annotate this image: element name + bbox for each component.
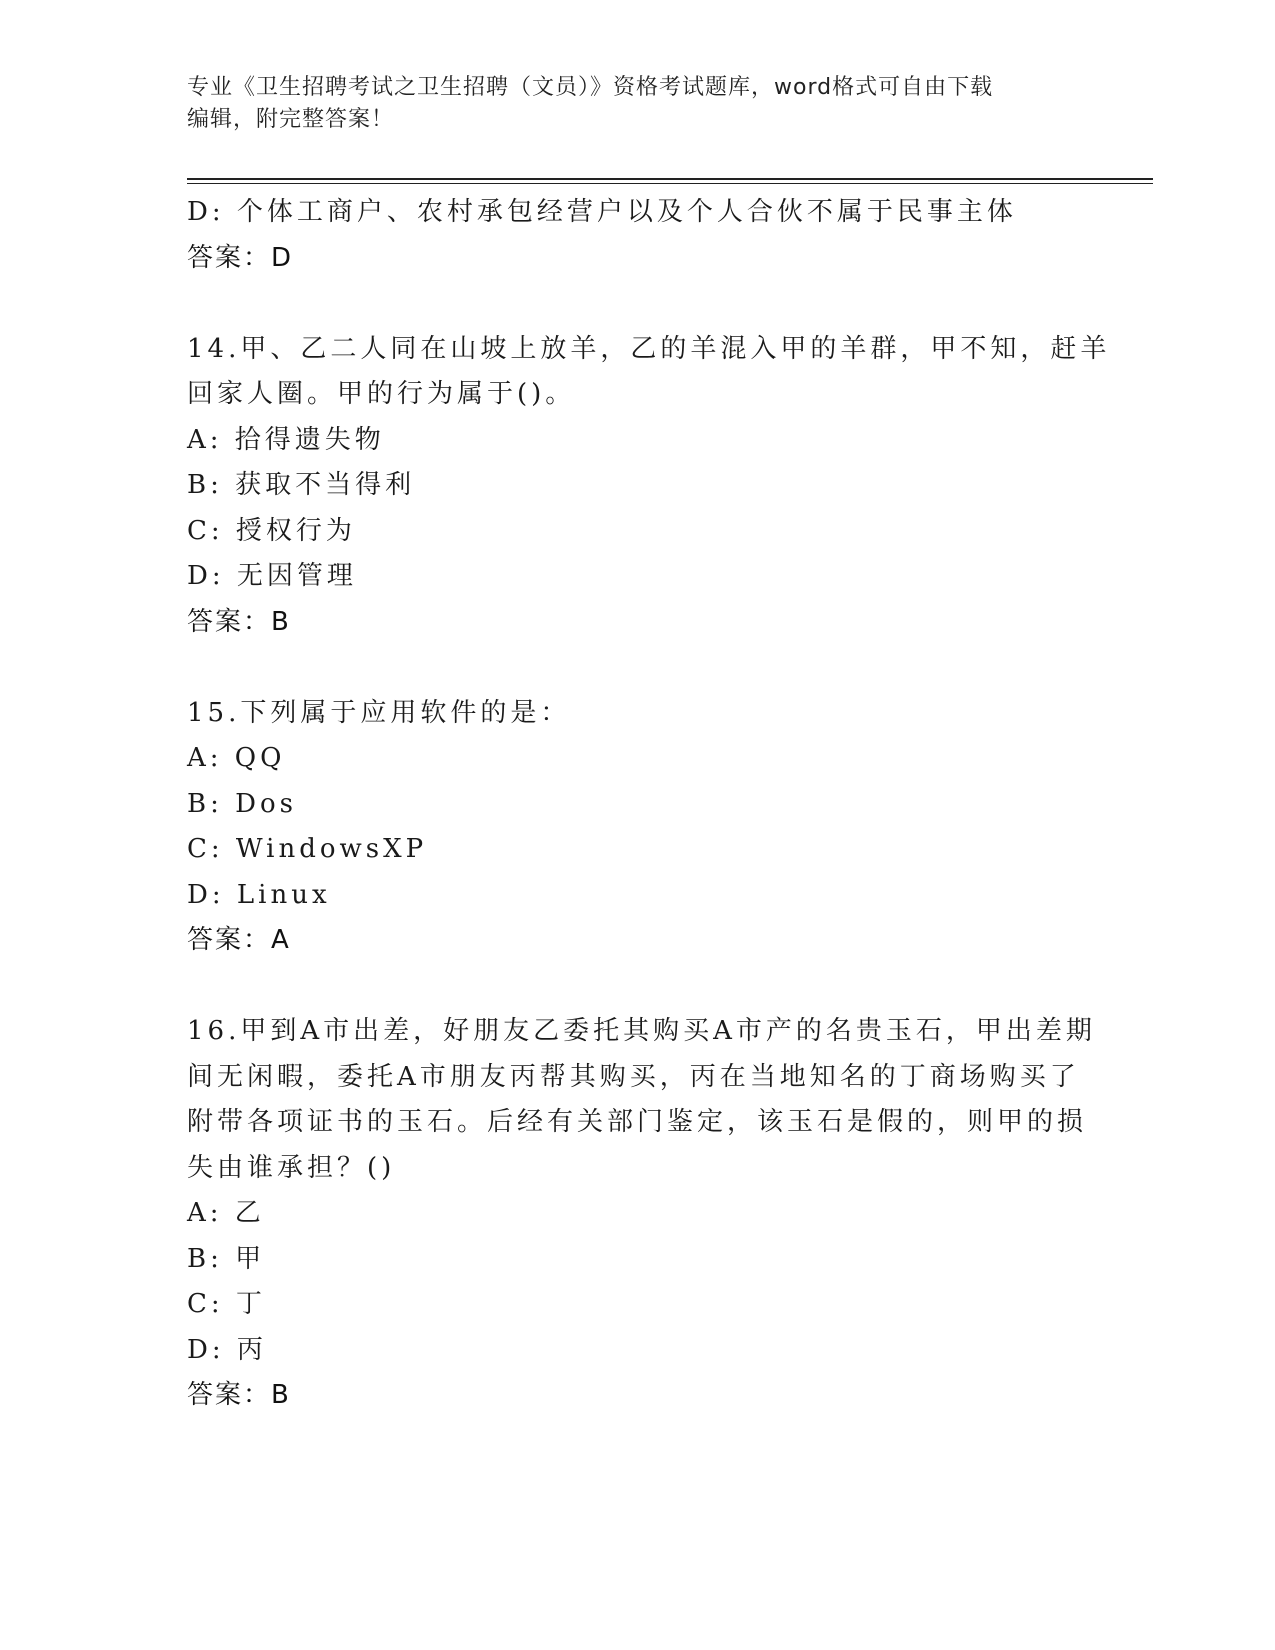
question-stem: 间无闲暇，委托A市朋友丙帮其购买，丙在当地知名的丁商场购买了: [187, 1061, 1080, 1092]
option-d: D: 无因管理: [187, 561, 357, 591]
answer-line: 答案：B: [187, 1380, 291, 1410]
option-a: A: QQ: [187, 743, 286, 773]
header-line-1: 专业《卫生招聘考试之卫生招聘（文员）》资格考试题库，word格式可自由下载: [187, 75, 994, 100]
question-stem: 14.甲、乙二人同在山坡上放羊，乙的羊混入甲的羊群，甲不知，赶羊: [187, 333, 1111, 364]
option-c: C: 丁: [187, 1289, 266, 1319]
header-rule-thick: [187, 178, 1153, 180]
option-d: D: 个体工商户、农村承包经营户以及个人合伙不属于民事主体: [187, 197, 1017, 227]
question-14: [187, 327, 1111, 646]
spacer: [187, 645, 1087, 691]
spacer: [187, 964, 1087, 1010]
question-stem: 15.下列属于应用软件的是：: [187, 697, 571, 728]
header-line-2: 编辑，附完整答案！: [187, 107, 395, 132]
question-13-tail: [187, 190, 1087, 281]
question-stem: 附带各项证书的玉石。后经有关部门鉴定，该玉石是假的，则甲的损: [187, 1107, 1088, 1137]
question-stem: 失由谁承担？(): [187, 1152, 396, 1183]
option-b: B: Dos: [187, 788, 297, 819]
option-b: B: 甲: [187, 1243, 266, 1274]
option-a: A: 乙: [187, 1198, 265, 1228]
spacer: [187, 281, 1087, 327]
option-c: C: 授权行为: [187, 515, 356, 546]
question-16: [187, 1009, 1096, 1419]
answer-line: 答案：A: [187, 925, 291, 955]
document-header: [187, 72, 1067, 136]
option-a: A: 拾得遗失物: [187, 424, 385, 455]
question-15: [187, 691, 1087, 964]
option-b: B: 获取不当得利: [187, 470, 416, 500]
document-body: [187, 190, 1111, 1419]
answer-line: 答案：D: [187, 242, 294, 273]
question-stem: 16.甲到A市出差，好朋友乙委托其购买A市产的名贵玉石，甲出差期: [187, 1016, 1096, 1046]
option-d: D: Linux: [187, 879, 331, 910]
answer-line: 答案：B: [187, 606, 291, 637]
header-rule-thin: [187, 183, 1153, 184]
option-d: D: 丙: [187, 1334, 267, 1365]
option-c: C: WindowsXP: [187, 834, 428, 864]
question-stem: 回家人圈。甲的行为属于()。: [187, 379, 576, 409]
